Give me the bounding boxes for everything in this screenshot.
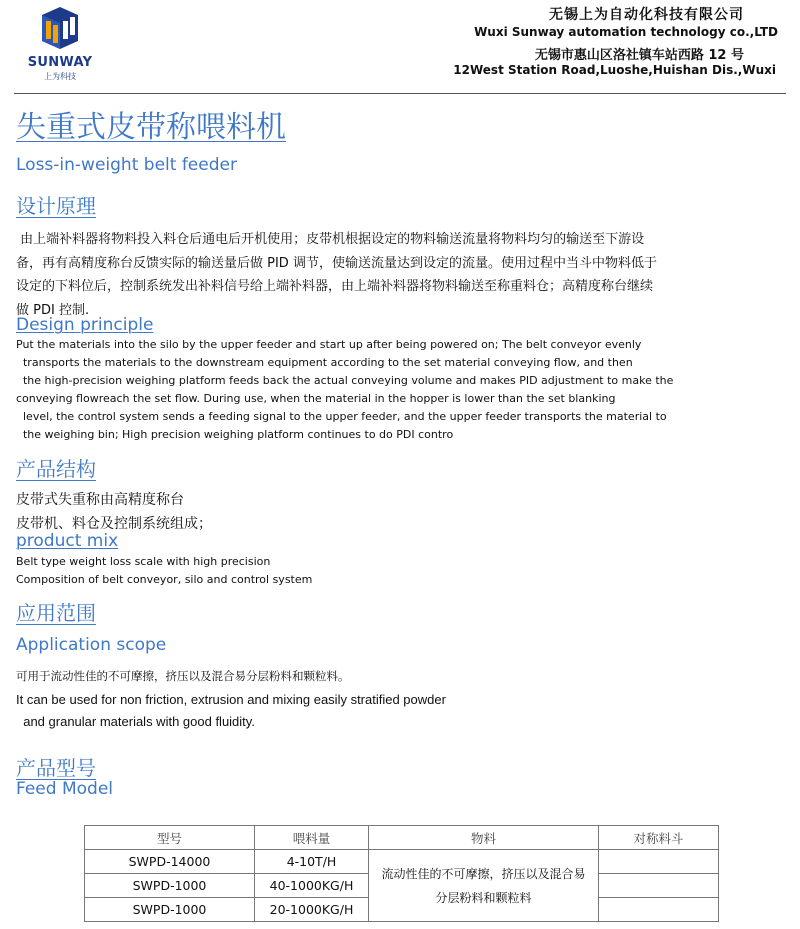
application-cn-line: 可用于流动性佳的不可摩擦，挤压以及混合易分层粉料和颗粒料。	[16, 669, 350, 683]
application-en-line: and granular materials with good fluidity.	[16, 714, 255, 729]
table-header-row	[85, 826, 719, 850]
rate-cell: 40-1000KG/H	[255, 874, 369, 898]
header-divider	[14, 93, 786, 94]
hopper-cell	[599, 850, 719, 874]
application-heading-en: Application scope	[16, 635, 167, 655]
design-cn-line: 由上端补料器将物料投入料仓后通电后开机使用；皮带机根据设定的物料输送流量将物料均匀的输送至下游设	[16, 232, 645, 247]
design-en-line: conveying flowreach the set flow. During use, when the material in the hopper is lower than the set blanking	[16, 392, 616, 405]
application-heading-cn: 应用范围	[16, 601, 96, 625]
structure-heading-en: product mix	[16, 531, 119, 551]
structure-heading-cn: 产品结构	[16, 457, 96, 481]
model-cell: SWPD-14000	[85, 850, 255, 874]
design-cn-line: 做 PDI 控制.	[16, 302, 90, 318]
model-heading-cn: 产品型号	[16, 756, 96, 780]
address-cn: 无锡市惠山区洛社镇车站西路 12 号	[534, 48, 744, 63]
design-heading-en: Design principle	[16, 315, 154, 335]
column-header-hopper: 对称料斗	[599, 826, 719, 850]
design-en-line: level, the control system sends a feeding signal to the upper feeder, and the upper feeder transports the material to	[16, 410, 667, 423]
design-en-line: Put the materials into the silo by the upper feeder and start up after being powered on; The belt conveyor evenly	[16, 338, 642, 351]
design-en-line: the high-precision weighing platform feeds back the actual conveying volume and makes PID adjustment to make the	[16, 374, 674, 387]
model-cell: SWPD-1000	[85, 898, 255, 922]
logo-wordmark: SUNWAY	[27, 55, 93, 70]
company-logo	[22, 5, 98, 81]
application-en-line: It can be used for non friction, extrusion and mixing easily stratified powder	[16, 692, 446, 707]
design-en-line: the weighing bin; High precision weighing platform continues to do PDI contro	[16, 428, 454, 441]
feed-model-table	[84, 825, 719, 922]
design-heading-cn: 设计原理	[16, 194, 96, 218]
company-name-cn: 无锡上为自动化科技有限公司	[549, 7, 744, 23]
model-heading-en: Feed Model	[16, 779, 114, 799]
hopper-cell	[599, 874, 719, 898]
hopper-cell	[599, 898, 719, 922]
material-line: 流动性佳的不可摩擦，挤压以及混合易	[381, 866, 586, 881]
column-header-rate: 喂料量	[255, 826, 369, 850]
material-line: 分层粉料和颗粒料	[435, 890, 532, 905]
design-cn-line: 备，再有高精度称台反馈实际的输送量后做 PID 调节，使输送流量达到设定的流量。使用过程中当斗中物料低于	[16, 255, 657, 271]
title-en: Loss-in-weight belt feeder	[16, 155, 237, 175]
logo-subtitle: 上为科技	[44, 72, 76, 81]
design-en-line: transports the materials to the downstream equipment according to the set material conveying flow, and then	[16, 356, 633, 369]
rate-cell: 4-10T/H	[255, 850, 369, 874]
company-name-en: Wuxi Sunway automation technology co.,LTD	[474, 25, 778, 39]
table-row	[85, 850, 719, 874]
structure-en-line: Belt type weight loss scale with high precision	[16, 555, 271, 568]
design-cn-paragraph	[16, 228, 657, 322]
column-header-model: 型号	[85, 826, 255, 850]
title-cn: 失重式皮带称喂料机	[16, 110, 286, 145]
model-cell: SWPD-1000	[85, 874, 255, 898]
structure-en-line: Composition of belt conveyor, silo and control system	[16, 573, 313, 586]
rate-cell: 20-1000KG/H	[255, 898, 369, 922]
column-header-material: 物料	[369, 826, 599, 850]
address-en: 12West Station Road,Luoshe,Huishan Dis.,Wuxi	[453, 63, 776, 77]
sunway-logo-icon	[36, 5, 84, 53]
design-cn-line: 设定的下料位后，控制系统发出补料信号给上端补料器，由上端补料器将物料输送至称重料仓；高精度称台继续	[16, 279, 654, 294]
structure-cn-line: 皮带机、料仓及控制系统组成；	[16, 516, 212, 532]
material-cell	[369, 850, 599, 922]
structure-cn-line: 皮带式失重称由高精度称台	[16, 492, 184, 508]
